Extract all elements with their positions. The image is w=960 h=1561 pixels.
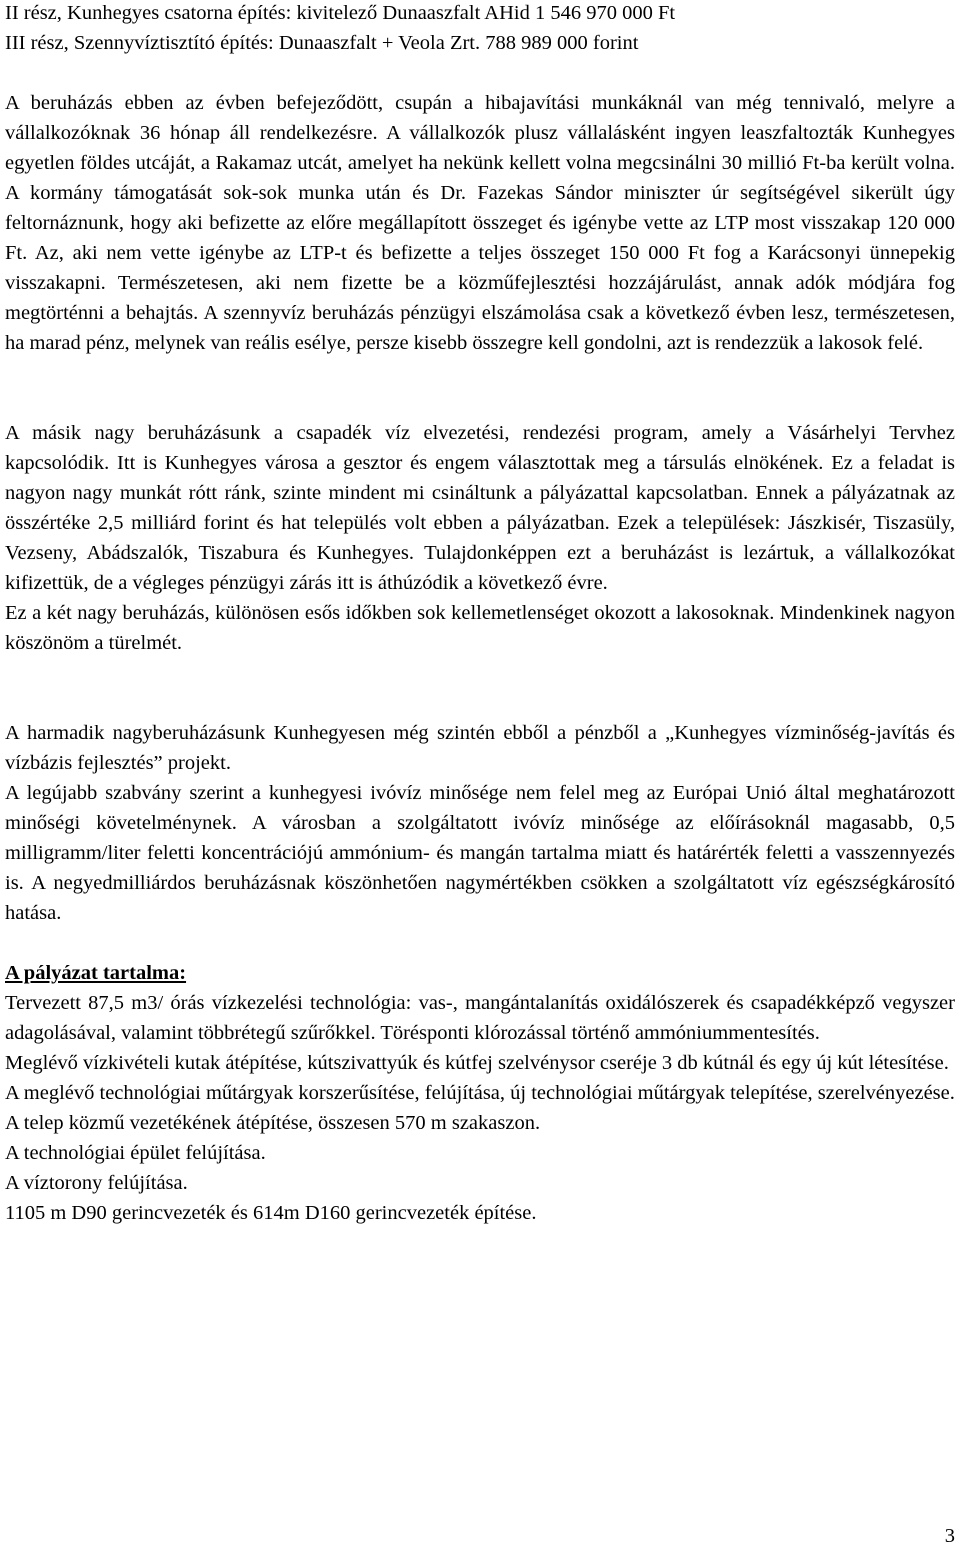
content-item: A meglévő technológiai műtárgyak korszerűsítése, felújítása, új technológiai műtárgyak telepítése, szerelvényezése. (5, 1082, 955, 1104)
content-item: A telep közmű vezetékének átépítése, összesen 570 m szakaszon. (5, 1112, 541, 1134)
page-number: 3 (944, 1525, 955, 1547)
content-item: A technológiai épület felújítása. (5, 1142, 266, 1164)
content-heading: A pályázat tartalma: (5, 962, 187, 984)
paragraph-thanks: Ez a két nagy beruházás, különösen esős időkben sok kellemetlenséget okozott a lakosoknak. Mindenkinek nagyon köszönöm a türelmét. (5, 602, 955, 654)
header-line: II rész, Kunhegyes csatorna építés: kivitelező Dunaaszfalt AHid 1 546 970 000 Ft (5, 2, 676, 24)
content-item: 1105 m D90 gerincvezeték és 614m D160 gerincvezeték építése. (5, 1202, 537, 1224)
paragraph-water-body: A legújabb szabvány szerint a kunhegyesi ivóvíz minősége nem felel meg az Európai Unió által meghatározott minőségi követelménynek. A városban a szolgáltatott ivóvíz minősége az előírásoknál magasabb, 0,5 milligramm/liter feletti koncentrációjú ammónium- és mangán tartalma miatt és határérték feletti a vasszennyezés is. A negyedmilliárdos beruházásnak köszönhetően nagymértékben csökken a szolgáltatott víz egészségkárosító hatása. (5, 782, 955, 924)
paragraph-rainwater: A másik nagy beruházásunk a csapadék víz elvezetési, rendezési program, amely a Vásárhelyi Tervhez kapcsolódik. Itt is Kunhegyes városa a gesztor és engem választottak meg a társulás elnökének. Ez a feladat is nagyon nagy munkát rótt ránk, szinte mindent mi csináltunk a pályázattal kapcsolatban. Ennek a pályázatnak az összértéke 2,5 milliárd forint és hat település volt ebben a pályázatban. Ezek a települések: Jászkisér, Tiszasüly, Vezseny, Abádszalók, Tiszabura és Kunhegyes. Tulajdonképpen ezt a beruházást is lezártuk, a vállalkozókat kifizettük, de a végleges pénzügyi zárás itt is áthúzódik a következő évre. (5, 422, 955, 594)
header-line: III rész, Szennyvíztisztító építés: Dunaaszfalt + Veola Zrt. 788 989 000 forint (5, 32, 639, 54)
content-item: Meglévő vízkivételi kutak átépítése, kútszivattyúk és kútfej szelvénysor cseréje 3 db kútnál és egy új kút létesítése. (5, 1052, 949, 1074)
paragraph-water-intro: A harmadik nagyberuházásunk Kunhegyesen még szintén ebből a pénzből a „Kunhegyes vízminőség-javítás és vízbázis fejlesztés” projekt. (5, 722, 955, 774)
header-lines (5, 0, 955, 58)
content-item: Tervezett 87,5 m3/ órás vízkezelési technológia: vas-, mangántalanítás oxidálószerek és csapadékképző vegyszer adagolásával, valamint többrétegű szűrőkkel. Törésponti klórozással történő ammóniummentesítés. (5, 992, 955, 1044)
paragraph-sewage: A beruházás ebben az évben befejeződött, csupán a hibajavítási munkáknál van még tennivaló, melyre a vállalkozóknak 36 hónap áll rendelkezésre. A vállalkozók plusz vállalásként ingyen leaszfaltozták Kunhegyes egyetlen földes utcáját, a Rakamaz utcát, amelyet ha nekünk kellett volna megcsinálni 30 millió Ft-ba került volna. A kormány támogatását sok-sok munka után és Dr. Fazekas Sándor miniszter úr segítségével sikerült úgy feltornáznunk, hogy aki befizette az előre megállapított összeget és igénybe vette az LTP most visszakap 120 000 Ft. Az, aki nem vette igénybe az LTP-t és befizette a teljes összeget 150 000 Ft fog a Karácsonyi ünnepekig visszakapni. Természetesen, aki nem fizette be a közműfejlesztési hozzájárulást, annak adók módjára fog megtörténni a behajtás. A szennyvíz beruházás pénzügyi elszámolása csak a következő évben lesz, természetesen, ha marad pénz, melynek van reális esélye, persze kisebb összegre kell gondolni, azt is rendezzük a lakosok felé. (5, 92, 955, 354)
content-item: A víztorony felújítása. (5, 1172, 188, 1194)
